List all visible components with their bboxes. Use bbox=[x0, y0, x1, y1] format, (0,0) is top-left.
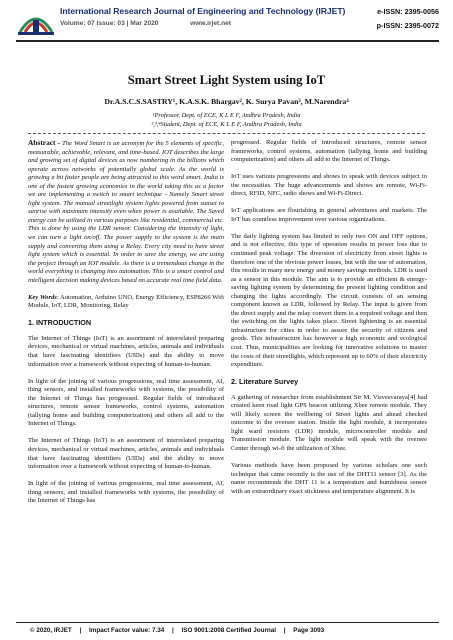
page-header bbox=[0, 0, 453, 42]
footer-divider: | bbox=[79, 627, 82, 634]
affiliation-1: ¹Professor, Dept. of ECE, K L E F, Andhra Pradesh, India bbox=[152, 112, 301, 119]
paper-title: Smart Street Light System using IoT bbox=[127, 73, 326, 87]
paragraph: The daily lighting system has limited to only two ON and OFF options, and is not effective, this type of operation results in power loss due to continued peak voltage. The diversion of electricity from street lights is therefore one of the obvious power losses, but with the use of automation, this results in many new energy and money savings methods. LDR is used as a sensor in this module. The aim is to provide an efficient & energy-saving lighting system by determining the present lighting condition and changing the lights accordingly. The circuit consists of an sensing component known as LDR, followed by Relay. The input is given from the direct supply and the relay convert them to a required voltage and then the switching on the lights takes place. Street lightening is an essential infrastructure for cities in order to assure the security of citizens and goods. This infrastructure has however a high economic and ecological cost. Thus, municipalities are looking for innovative solutions to master the costs of their streetlights, which represent up to 60% of their electricity expenditure. bbox=[231, 232, 427, 369]
title-separator bbox=[28, 133, 425, 134]
paragraph: In light of the joining of various progressions, real time assessment, AI, thing sensors, and installed frameworks with systems, the possibility of the Internet of Things has progressed. Regular fields of introduced structures, remote sensor frameworks, control systems, automation (tallying home and building computerization) and others all add to the Internet of Things. bbox=[28, 377, 224, 428]
affiliation-2: ²,³,⁴Student, Dept. of ECE, K L E F, Andhra Pradesh, India bbox=[151, 121, 302, 128]
section-heading-literature-survey: 2. Literature Survey bbox=[231, 377, 299, 387]
abstract-text: The Word Smart is an acronym for the 5 elements of specific, measurable, achievable, relevant, and time-based. IOT describes the large and growing set of digital devices as now numbering in the billions which operate across networks of potentially global scale. As the world is growing a bit faster people are being attracted to this word smart. India is one of the fastest growing economies in the world taking this as a factor we are implementing a switch to smart technique - Namely Smart street light system. The manual streetlight system lights powered from sunset to sunrise with maximum intensity even when power is available. The Saved energy can be utilized in various purposes like residential, commercial etc. This is done by using the LDR sensor. Considering the intensity of light, we can turn a light on/off. The power supply to the system is the main supply and converting them using a Relay. Every city need to have street light system which is essential. In order to save the energy, we are using the project through an IOT module. As there is a tremendous change in the world everything is changing into automation. This is a smart control and intelligent decision making devices based on accurate real time field data. bbox=[28, 140, 224, 284]
journal-name: International Research Journal of Engineering and Technology (IRJET) bbox=[60, 6, 346, 16]
abstract bbox=[28, 139, 224, 285]
section-heading-introduction: 1. INTRODUCTION bbox=[28, 318, 92, 328]
keywords-label: Key Words bbox=[28, 293, 57, 301]
footer-divider: | bbox=[172, 627, 174, 634]
paragraph: IoT uses various progressions and shows to speak with devices subject to the necessities. The huge advancements and shows are remote, Wi-Fi-direct, RFID, NFC, radio shows and Wi-Fi-Direct. bbox=[231, 173, 427, 198]
paragraph: IoT applications are flourishing in general adventures and markets. The IoT has countless improvement over various organizations. bbox=[231, 207, 427, 223]
keywords bbox=[28, 294, 224, 311]
keywords-text: : Automation, Arduino UNO, Energy Efficiency, ESP8266 Wifi Module, IoT, LDR, Monitoring, Relay bbox=[28, 293, 224, 310]
footer-impact-factor: Impact Factor value: 7.34 bbox=[89, 627, 165, 634]
e-issn: e-ISSN: 2395-0056 bbox=[377, 7, 439, 16]
footer-rule bbox=[16, 622, 439, 623]
left-column bbox=[28, 139, 224, 514]
footer-iso: ISO 9001:2008 Certified Journal bbox=[181, 627, 277, 634]
paragraph: The Internet of Things (IoT) is an assortment of interrelated preparing devices, mechanical or virtual machines, articles, animals and individuals that have fascinating identifiers (UIDs) and the ability to move information over a framework without expecting of human-to-human. bbox=[28, 334, 224, 368]
p-issn: p-ISSN: 2395-0072 bbox=[376, 21, 439, 30]
footer-copyright: © 2020, IRJET bbox=[30, 627, 72, 634]
page-footer bbox=[30, 627, 324, 634]
paper-authors: Dr.A.S.C.S.SASTRY¹, K.A.S.K. Bhargav², K. Surya Pavan³, M.Narendra⁴ bbox=[104, 97, 349, 106]
paragraph: Various methods have been proposed by various scholars one such technique that came recently is the use of the DHT11 sensor [3]. As the name recommends the DHT 11 is a temperature and humidness sensor with an extraordinary exact stickiness and temperature alignment. It is bbox=[231, 462, 427, 495]
volume-issue: Volume: 07 Issue: 03 | Mar 2020 bbox=[60, 20, 159, 27]
paragraph: A gathering of researcher from establishment Sir M. Visvesvaraya[4] had created keen road light GPS beacon utilizing Xbee remote module. They will likely screen the wellbeing of Street lights and ahead checked outcome to the oversee station. Inside the light module, it incorporates light ward resistors (LDR) module, microcontroller module and Transmission module. The light module will speak with the oversee Center through wi-fi the utilization of Xbee. bbox=[231, 393, 427, 452]
paragraph: In light of the joining of various progressions, real time assessment, AI, thing sensors, and installed frameworks with systems, the possibility of the Internet of Things has bbox=[28, 480, 224, 505]
footer-page-number: Page 3093 bbox=[293, 627, 325, 634]
irjet-logo-icon bbox=[16, 4, 56, 38]
paragraph: The Internet of Things (IoT) is an assortment of interrelated preparing devices, mechanical or virtual machines, articles, animals and individuals that have fascinating identifiers (UIDs) and the ability to move information over a framework without expecting of human-to-human. bbox=[28, 437, 224, 471]
abstract-label: Abstract - bbox=[28, 138, 63, 147]
header-rule bbox=[16, 40, 439, 42]
paragraph: progressed. Regular fields of introduced structures, remote sensor frameworks, control systems, automation (tallying home and building computerization) and others all add to the Internet of Things. bbox=[231, 139, 427, 164]
right-column bbox=[231, 139, 427, 505]
journal-url[interactable]: www.irjet.net bbox=[190, 20, 231, 27]
footer-divider: | bbox=[283, 627, 286, 634]
